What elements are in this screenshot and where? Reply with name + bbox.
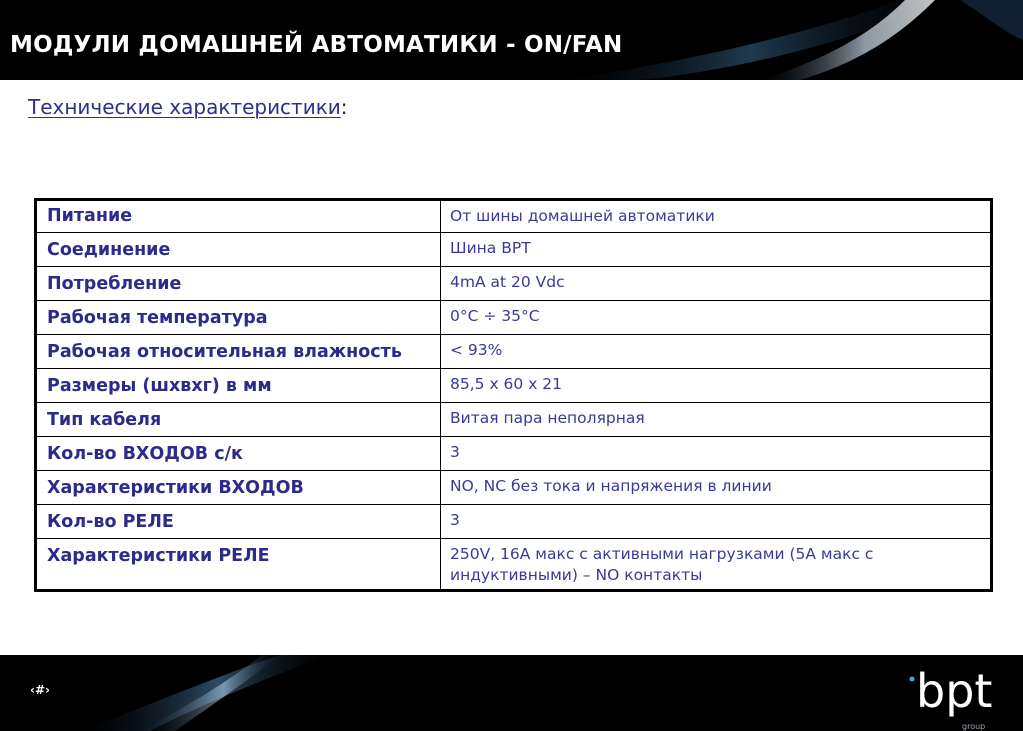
row-value: От шины домашней автоматики xyxy=(441,200,992,233)
header-bar xyxy=(0,0,1023,80)
table-row xyxy=(36,267,992,301)
section-subtitle xyxy=(28,95,348,119)
specs-link[interactable]: Технические характеристики xyxy=(28,95,341,119)
row-value: 4mA at 20 Vdc xyxy=(441,267,992,301)
spec-table xyxy=(34,198,993,592)
table-row xyxy=(36,505,992,539)
row-label: Характеристики ВХОДОВ xyxy=(36,471,441,505)
row-label: Кол-во ВХОДОВ с/к xyxy=(36,437,441,471)
row-value: Шина BPT xyxy=(441,233,992,267)
table-row xyxy=(36,301,992,335)
row-label: Рабочая относительная влажность xyxy=(36,335,441,369)
table-row xyxy=(36,233,992,267)
table-row xyxy=(36,437,992,471)
row-value: < 93% xyxy=(441,335,992,369)
row-value: 0°C ÷ 35°C xyxy=(441,301,992,335)
row-value: 3 xyxy=(441,505,992,539)
row-value: NO, NC без тока и напряжения в линии xyxy=(441,471,992,505)
row-label: Тип кабеля xyxy=(36,403,441,437)
logo-text: bpt xyxy=(916,664,993,718)
row-value: 85,5 x 60 x 21 xyxy=(441,369,992,403)
row-value: Витая пара неполярная xyxy=(441,403,992,437)
row-label: Характеристики РЕЛЕ xyxy=(36,539,441,591)
table-row xyxy=(36,335,992,369)
table-row xyxy=(36,539,992,591)
row-label: Потребление xyxy=(36,267,441,301)
row-label: Кол-во РЕЛЕ xyxy=(36,505,441,539)
row-label: Соединение xyxy=(36,233,441,267)
row-label: Размеры (шхвхг) в мм xyxy=(36,369,441,403)
bpt-logo-icon xyxy=(898,655,1008,731)
table-row xyxy=(36,200,992,233)
page-number: ‹#› xyxy=(30,683,50,697)
footer-swoosh-graphic xyxy=(0,655,1023,731)
row-label: Рабочая температура xyxy=(36,301,441,335)
row-label: Питание xyxy=(36,200,441,233)
logo-subtext: group xyxy=(962,722,986,731)
table-row xyxy=(36,403,992,437)
page-title: МОДУЛИ ДОМАШНЕЙ АВТОМАТИКИ - ON/FAN xyxy=(10,32,623,58)
table-row xyxy=(36,369,992,403)
subtitle-colon: : xyxy=(340,95,348,119)
row-value: 3 xyxy=(441,437,992,471)
table-row xyxy=(36,471,992,505)
row-value: 250V, 16A макс с активными нагрузками (5A макс с индуктивными) – NO контакты xyxy=(441,539,992,591)
footer-bar xyxy=(0,655,1023,731)
